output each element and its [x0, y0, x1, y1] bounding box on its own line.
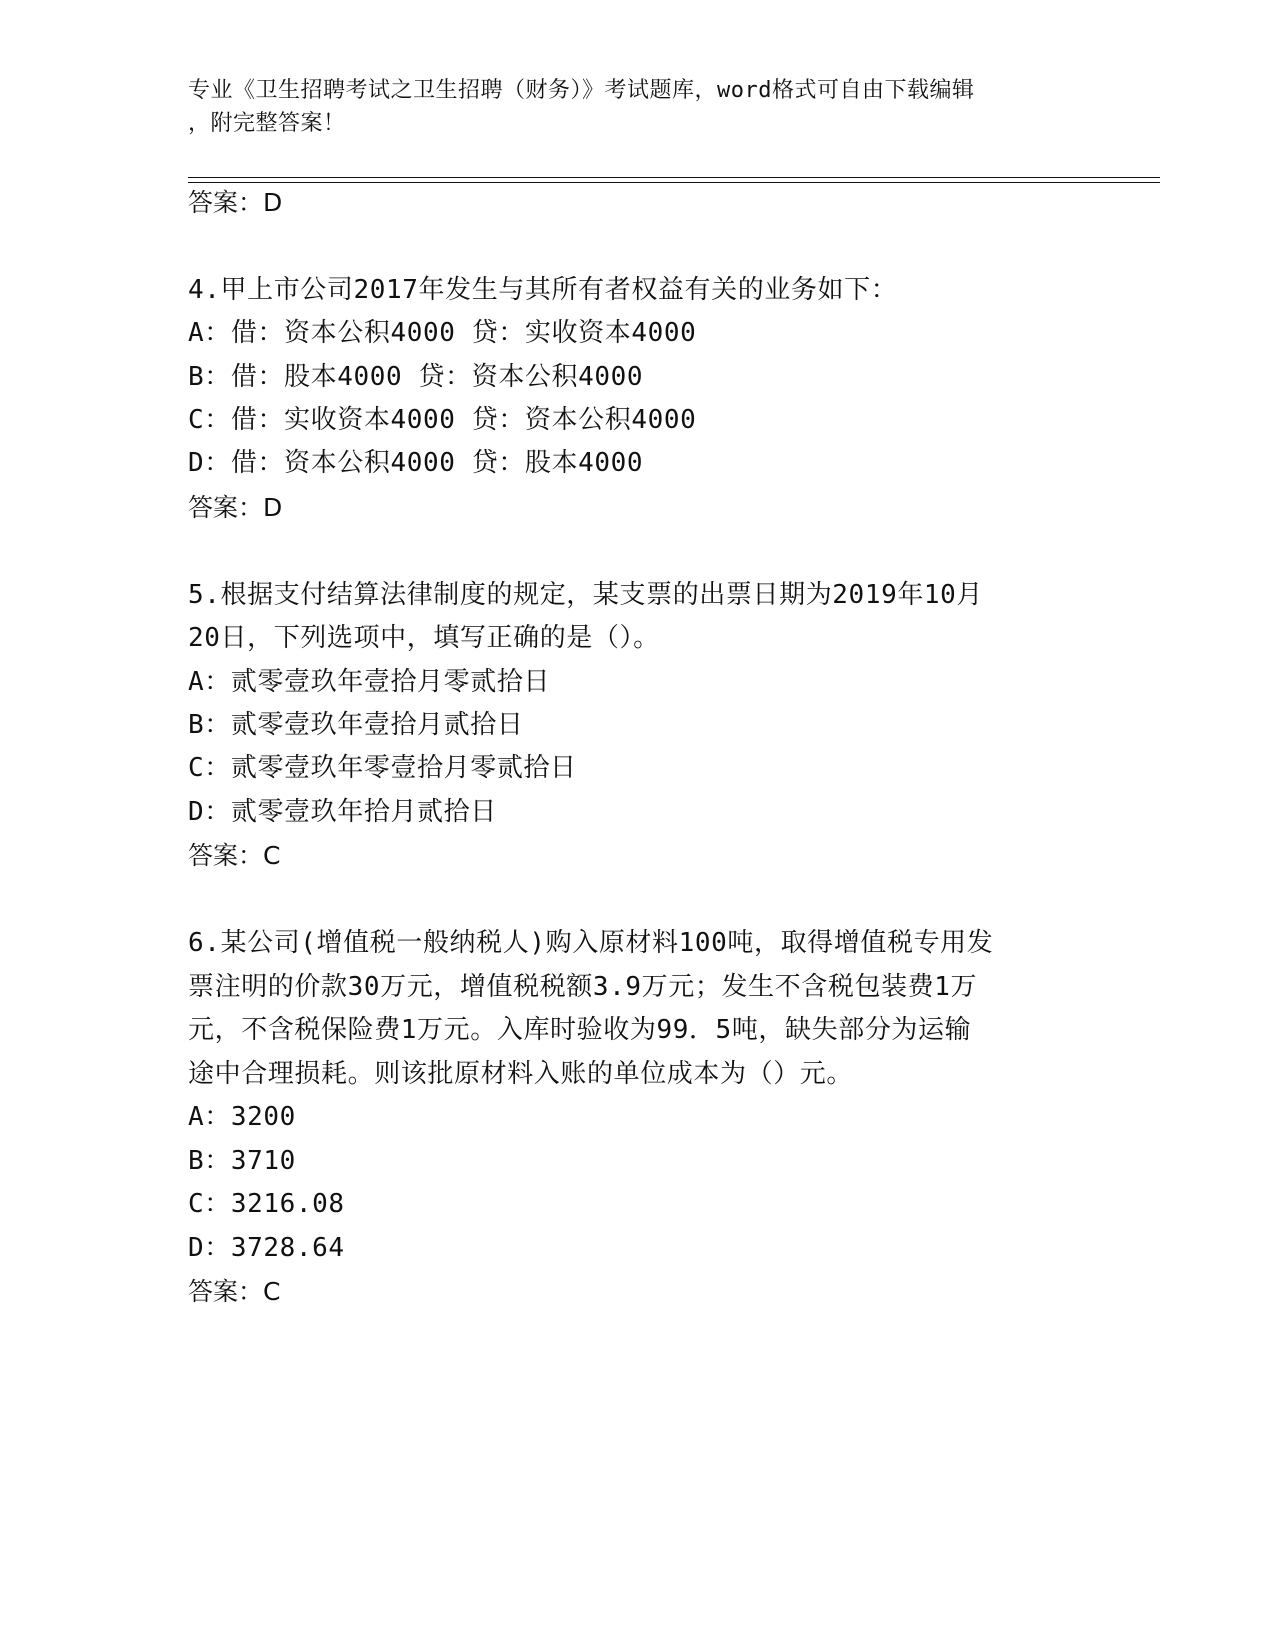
q5-option-b: B：贰零壹玖年壹拾月贰拾日	[188, 710, 524, 740]
q5-option-d: D：贰零壹玖年拾月贰拾日	[188, 797, 497, 827]
q5-stem-line-1: 5.根据支付结算法律制度的规定，某支票的出票日期为2019年10月	[188, 580, 984, 610]
q4-option-d: D：借：资本公积4000 贷：股本4000	[188, 448, 644, 478]
q6-option-b: B：3710	[188, 1146, 296, 1176]
q6-answer: 答案：C	[188, 1277, 281, 1306]
q4-option-c: C：借：实收资本4000 贷：资本公积4000	[188, 405, 697, 435]
previous-answer: 答案：D	[188, 188, 283, 217]
q6-stem-line-3: 元，不含税保险费1万元。入库时验收为99．5吨，缺失部分为运输	[188, 1015, 972, 1045]
q5-answer: 答案：C	[188, 841, 281, 870]
document-header	[188, 74, 1068, 140]
q4-answer: 答案：D	[188, 493, 283, 522]
header-line-2: ，附完整答案！	[188, 111, 346, 136]
q5-option-a: A：贰零壹玖年壹拾月零贰拾日	[188, 667, 551, 697]
q6-stem-line-2: 票注明的价款30万元，增值税税额3.9万元；发生不含税包装费1万	[188, 972, 978, 1002]
header-line-1: 专业《卫生招聘考试之卫生招聘（财务）》考试题库，word格式可自由下载编辑	[188, 78, 975, 103]
q5-stem-line-2: 20日，下列选项中，填写正确的是（）。	[188, 623, 660, 653]
q4-option-b: B：借：股本4000 贷：资本公积4000	[188, 362, 644, 392]
q5-option-c: C：贰零壹玖年零壹拾月零贰拾日	[188, 753, 577, 783]
q6-option-d: D：3728.64	[188, 1233, 345, 1263]
q4-stem: 4.甲上市公司2017年发生与其所有者权益有关的业务如下：	[188, 275, 898, 305]
header-rule-bottom	[188, 182, 1160, 183]
q4-option-a: A：借：资本公积4000 贷：实收资本4000	[188, 318, 697, 348]
q6-option-c: C：3216.08	[188, 1189, 345, 1219]
q6-stem-line-4: 途中合理损耗。则该批原材料入账的单位成本为（）元。	[188, 1059, 854, 1089]
q6-stem-line-1: 6.某公司(增值税一般纳税人)购入原材料100吨，取得增值税专用发	[188, 928, 994, 958]
header-rule-top	[188, 177, 1160, 178]
q6-option-a: A：3200	[188, 1102, 296, 1132]
